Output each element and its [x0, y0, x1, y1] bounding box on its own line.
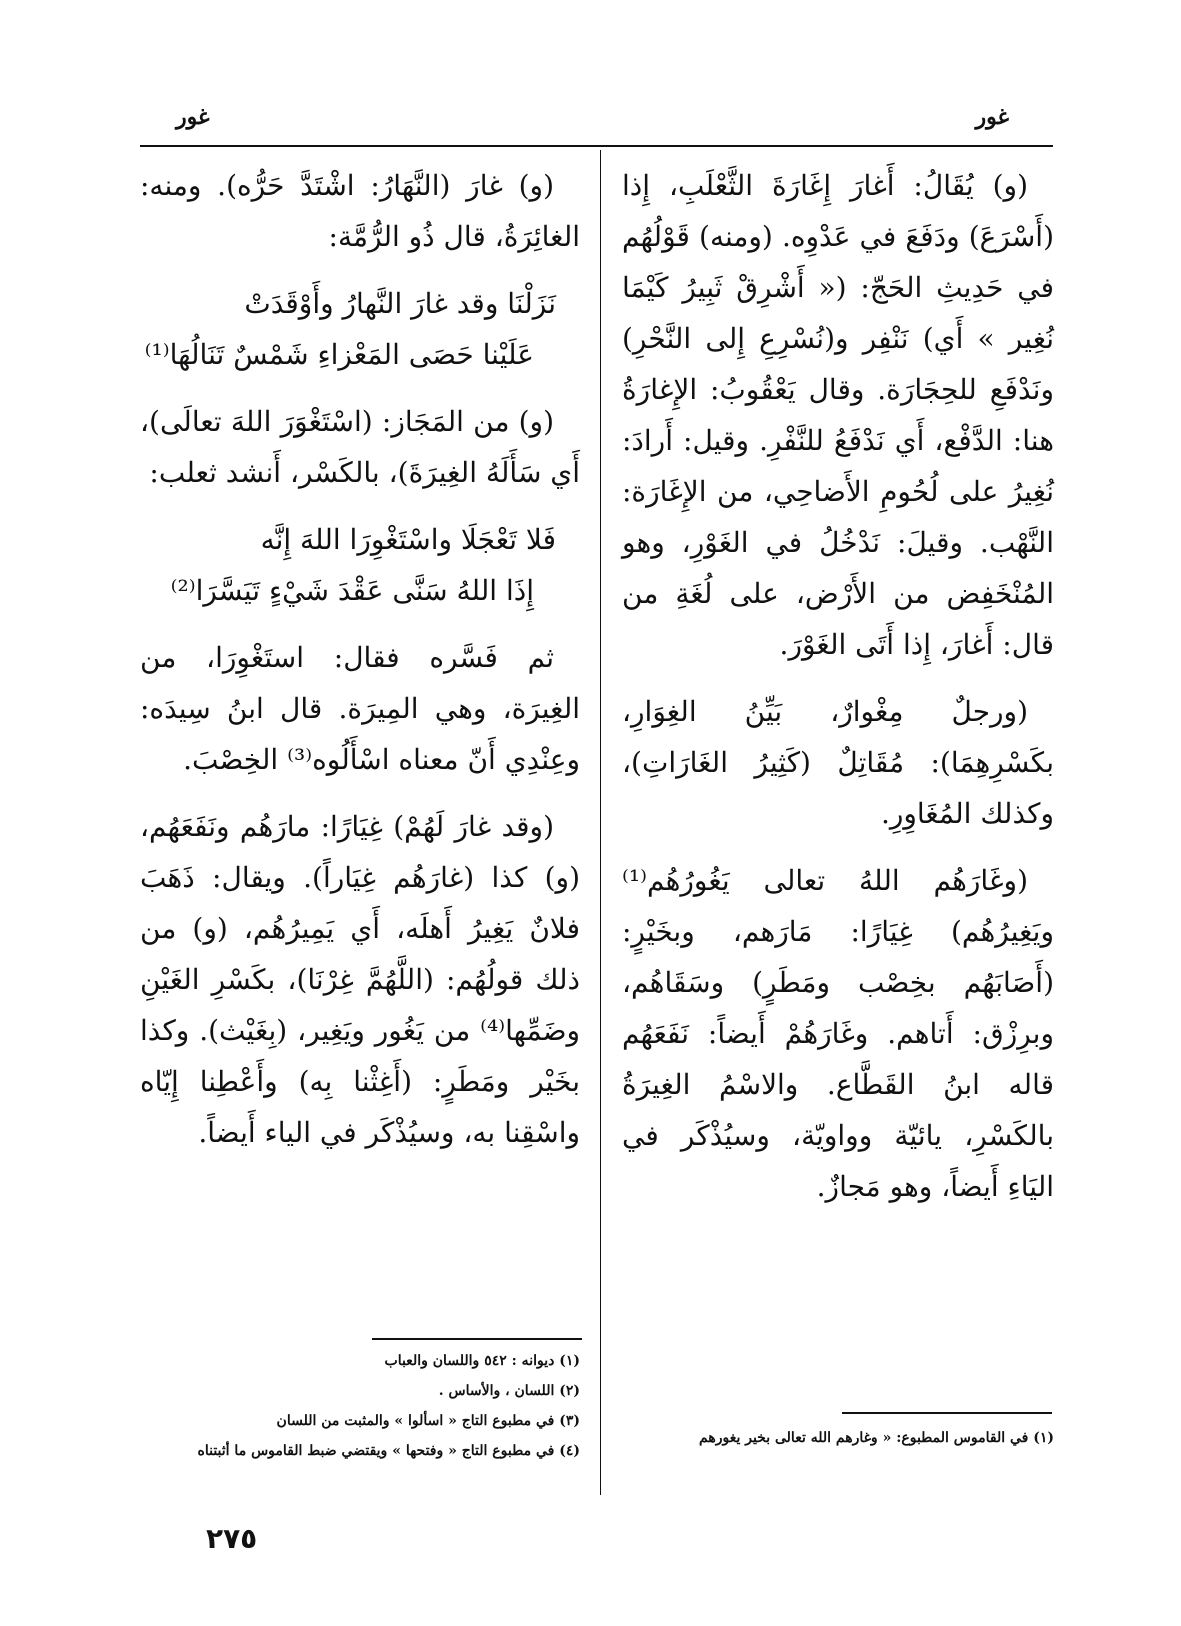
verse-line: نَزَلْنَا وقد غارَ النَّهارُ وأَوْقَدَتْ	[244, 287, 556, 320]
header-rule	[140, 145, 1053, 147]
poetry-verse	[140, 278, 580, 380]
page-number: ٢٧٥	[206, 1522, 258, 1555]
paragraph: (ورجلٌ مِغْوارٌ، بَيِّنُ الغِوَارِ، بكَسْرِهِمَا): مُقَاتِلٌ (كَثِيرُ الغَارَاتِ)، وكذلك المُغَاوِرِ.	[622, 695, 1054, 830]
left-footnotes	[140, 1346, 580, 1466]
paragraph: (وقد غارَ لَهُمْ) غِيَارًا: مارَهُم ونَفَعَهُم، (و) كذا (غارَهُم غِيَاراً). ويقال: ذَهَبَ فلانٌ يَغِيرُ أَهلَه، أَي يَمِيرُهُم، (و) من ذلك قولُهُم: (اللَّهُمَّ غِرْنَا)، بكَسْرِ الغَيْنِ وضَمِّها⁽⁴⁾ من يَغُور ويَغِير، (بِغَيْث). وكذا بخَيْر ومَطَرٍ: (أَغِثْنا بِه) وأَعْطِنا إِيّاه واسْقِنا به، وسيُذْكَر في الياء أَيضاً.	[140, 810, 580, 1149]
footnote: (٢) اللسان ، والأساس .	[438, 1383, 580, 1399]
column-separator	[600, 150, 601, 1495]
header-left-word: غور	[176, 104, 210, 130]
footnote: (٣) في مطبوع التاج « اسألوا » والمثبت من اللسان	[276, 1413, 580, 1429]
footnote-rule	[372, 1338, 582, 1340]
footnote-rule	[842, 1412, 1052, 1414]
paragraph: (وغَارَهُم اللهُ تعالى يَغُورُهُم⁽¹⁾ ويَغِيرُهُم) غِيَارًا: مَارَهم، وبخَيْرٍ: (أَصَابَهُم بخِصْب ومَطَرٍ) وسَقَاهُم، وبرِزْق: أَتاهم. وغَارَهُمْ أَيضاً: نَفَعَهُم قاله ابنُ القَطَّاع. والاسْمُ الغِيرَةُ بالكَسْرِ، يائيّة وواويّة، وسيُذْكَر في اليَاءِ أَيضاً، وهو مَجازٌ.	[622, 864, 1054, 1203]
footnote: (٤) في مطبوع التاج « وفتحها » ويقتضي ضبط القاموس ما أثبتناه	[197, 1443, 580, 1459]
paragraph: (و) غارَ (النَّهَارُ: اشْتَدَّ حَرُّه). ومنه: الغائِرَةُ، قال ذُو الرُّمَّة:	[140, 169, 580, 253]
footnote: (١) ديوانه : ٥٤٢ واللسان والعباب	[384, 1353, 580, 1369]
footnote: (١) في القاموس المطبوع: « وغارهم الله تعالى بخير يغورهم	[699, 1430, 1054, 1446]
poetry-verse	[140, 514, 580, 616]
right-footnotes	[622, 1423, 1054, 1453]
left-column	[140, 160, 580, 1174]
paragraph: (و) من المَجَاز: (اسْتَغْوَرَ اللهَ تعالَى)، أَي سَأَلَهُ الغِيرَةَ)، بالكَسْر، أَنشد ثعلب:	[140, 405, 580, 489]
paragraph: ثم فَسَّره فقال: استَغْوِرَا، من الغِيرَة، وهي المِيرَة. قال ابنُ سِيدَه: وعِنْدِي أَنّ معناه اسْأَلُوه⁽³⁾ الخِصْبَ.	[140, 641, 580, 776]
header-right-word: غور	[975, 104, 1009, 130]
verse-line: إِذَا اللهُ سَنَّى عَقْدَ شَيْءٍ تَيَسَّرَا⁽²⁾	[170, 574, 534, 607]
verse-line: عَلَيْنا حَصَى المَعْزاءِ شَمْسٌ تَنَالُهَا⁽¹⁾	[144, 338, 534, 371]
verse-line: فَلا تَعْجَلَا واسْتَغْوِرَا اللهَ إِنَّه	[260, 523, 556, 556]
right-column	[622, 160, 1054, 1228]
paragraph: (و) يُقَالُ: أَغارَ إِغَارَةَ الثَّعْلَبِ، إِذا (أَسْرَعَ) ودَفَعَ في عَدْوِه. (ومنه) قَوْلُهُم في حَدِيثِ الحَجّ: (« أَشْرِقْ ثَبِيرُ كَيْمَا نُغِير » أَي) نَنْفِر و(نُسْرِعِ إِلى النَّحْرِ) ونَدْفَعِ للحِجَارَة. وقال يَعْقُوبُ: الإِغارَةُ هنا: الدَّفْع، أَي نَدْفَعُ للنَّفْرِ. وقيل: أَرادَ: نُغِيرُ على لُحُومِ الأَضاحِي، من الإِغَارَة: النَّهْب. وقيلَ: نَدْخُلُ في الغَوْرِ، وهو المُنْخَفِض من الأَرْض، على لُغَةِ من قال: أَغارَ، إِذا أَتَى الغَوْرَ.	[622, 169, 1054, 661]
